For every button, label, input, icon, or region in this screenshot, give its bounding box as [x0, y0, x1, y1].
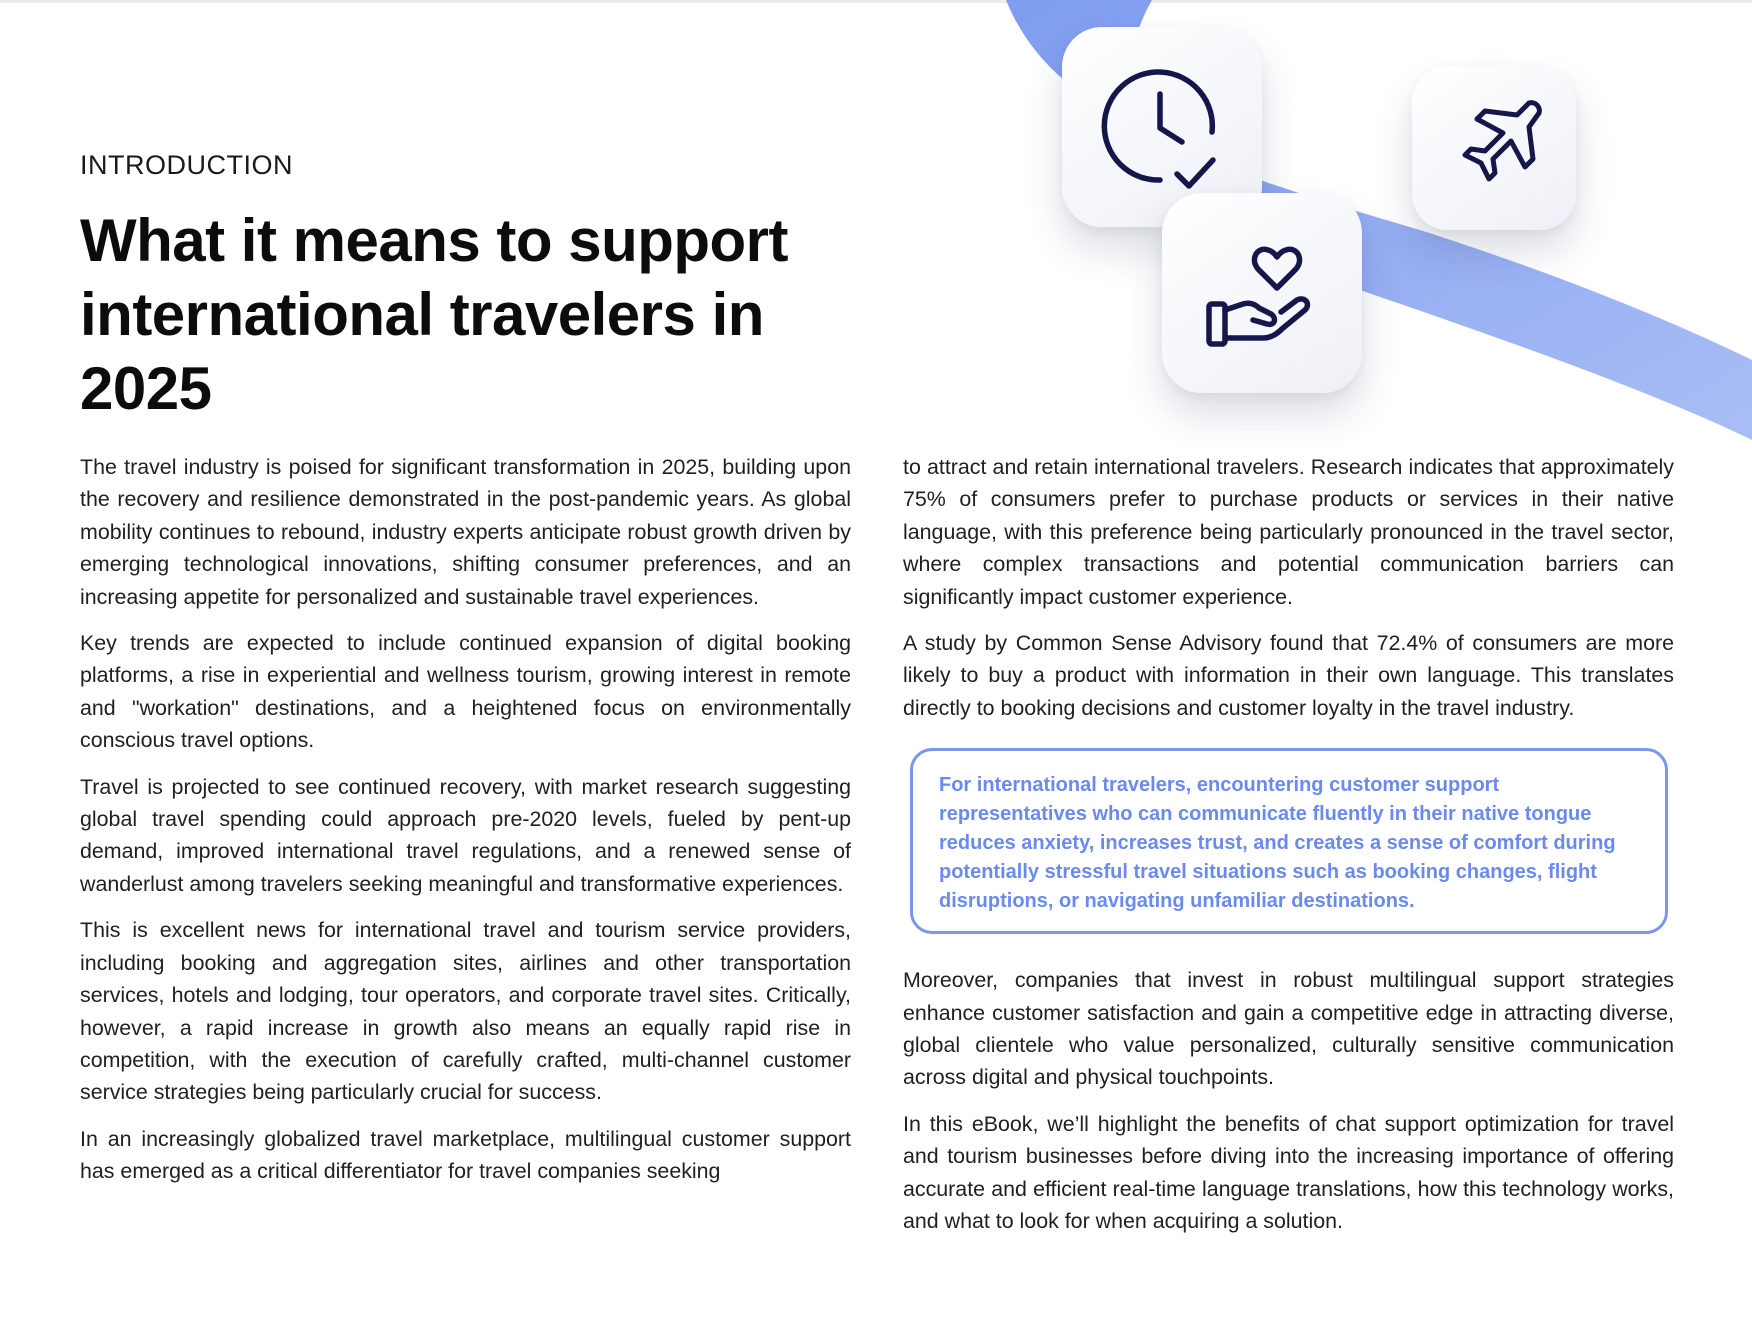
body-paragraph: Travel is projected to see continued recovery, with market research suggesting global travel spending could approach pre-2020 levels, fueled by pent-up demand, improved international travel regulations, and a renewed sense of wanderlust among travelers seeking meaningful and transformative experiences. [80, 774, 851, 896]
body-paragraph: The travel industry is poised for significant transformation in 2025, building upon the recovery and resilience demonstrated in the post-pandemic years. As global mobility continues to rebound, industry experts anticipate robust growth driven by emerging technological innovations, shifting consumer preferences, and an increasing appetite for personalized and sustainable travel experiences. [80, 455, 851, 609]
section-eyebrow: INTRODUCTION [80, 150, 293, 180]
body-paragraph: In this eBook, we’ll highlight the benefits of chat support optimization for travel and tourism businesses before diving into the increasing importance of offering accurate and efficient real-time language translations, how this technology works, and what to look for when acquiring a solution. [903, 1111, 1674, 1234]
airplane-icon-card [1412, 66, 1576, 230]
body-paragraph: Key trends are expected to include continued expansion of digital booking platforms, a rise in experiential and wellness tourism, growing interest in remote and "workation" destinations, and a heightened focus on environmentally conscious travel options. [80, 631, 851, 753]
hand-heart-icon-card [1162, 193, 1362, 393]
right-column [903, 451, 1674, 1252]
airplane-icon [1439, 93, 1549, 203]
page-title: What it means to support international travelers in 2025 [80, 207, 788, 422]
left-column [80, 451, 851, 1202]
clock-check-icon [1097, 62, 1227, 192]
body-paragraph: to attract and retain international travelers. Research indicates that approximately 75% of consumers prefer to purchase products or services in their native language, with this preference being particularly pronounced in the travel sector, where complex transactions and potential communication barriers can significantly impact customer experience. [903, 455, 1674, 609]
body-paragraph: Moreover, companies that invest in robust multilingual support strategies enhance customer satisfaction and gain a competitive edge in attracting diverse, global clientele who value personalized, culturally sensitive communication across digital and physical touchpoints. [903, 968, 1674, 1090]
hand-heart-icon [1197, 228, 1327, 358]
body-paragraph: A study by Common Sense Advisory found that 72.4% of consumers are more likely to buy a product with information in their own language. This translates directly to booking decisions and customer loyalty in the travel industry. [903, 631, 1674, 720]
callout-box: For international travelers, encountering customer support representatives who can communicate fluently in their native tongue reduces anxiety, increases trust, and creates a sense of comfort during potentially stressful travel situations such as booking changes, flight disruptions, or navigating unfamiliar destinations. [910, 748, 1668, 934]
body-paragraph: This is excellent news for international travel and tourism service providers, including booking and aggregation sites, airlines and other transportation services, hotels and lodging, tour operators, and corporate travel sites. Critically, however, a rapid increase in growth also means an equally rapid rise in competition, with the execution of carefully crafted, multi-channel customer service strategies being particularly crucial for success. [80, 918, 851, 1105]
body-paragraph: In an increasingly globalized travel marketplace, multilingual customer support has emerged as a critical differentiator for travel companies seeking [80, 1126, 851, 1184]
